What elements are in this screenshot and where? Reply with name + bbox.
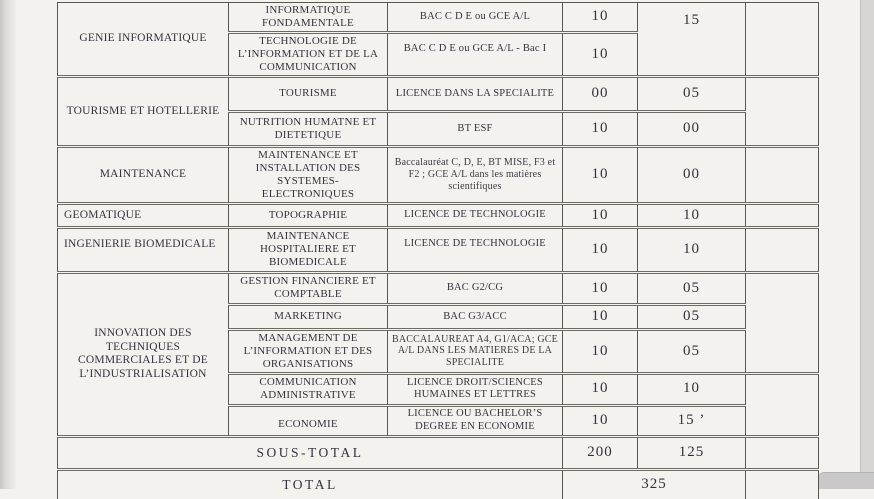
specialite-cell: MAINTENANCE HOSPITALIERE ET BIOMEDICALE bbox=[229, 227, 388, 272]
value2-cell: 10 bbox=[638, 203, 746, 227]
table-row bbox=[58, 203, 819, 227]
diplome-cell: LICENCE DE TECHNOLOGIE bbox=[388, 227, 563, 272]
value1-cell: 10 bbox=[563, 111, 638, 146]
value1-cell: 10 bbox=[563, 227, 638, 272]
value1-cell: 10 bbox=[563, 146, 638, 203]
value1-cell: 10 bbox=[563, 373, 638, 405]
specialite-cell: TOURISME bbox=[229, 76, 388, 111]
empty-cell bbox=[746, 227, 819, 272]
value2-cell: 00 bbox=[638, 146, 746, 203]
filiere-cell: GENIE INFORMATIQUE bbox=[58, 3, 229, 77]
value1-cell: 10 bbox=[563, 304, 638, 329]
filiere-cell: INNOVATION DES TECHNIQUES COMMERCIALES ET DE L’INDUSTRIALISATION bbox=[58, 272, 229, 436]
scan-corner-box bbox=[818, 472, 874, 489]
diplome-cell: LICENCE DE TECHNOLOGIE bbox=[388, 203, 563, 227]
empty-cell bbox=[746, 3, 819, 77]
value2-cell: 05 bbox=[638, 272, 746, 304]
specialite-cell: INFORMATIQUE FONDAMENTALE bbox=[229, 3, 388, 33]
table-row bbox=[58, 3, 819, 33]
diplome-cell: BAC C D E ou GCE A/L bbox=[388, 3, 563, 33]
filiere-cell: GEOMATIQUE bbox=[58, 203, 229, 227]
sous-total-label: SOUS-TOTAL bbox=[58, 436, 563, 469]
value2-cell: 10 bbox=[638, 227, 746, 272]
table-row bbox=[58, 146, 819, 203]
empty-cell bbox=[746, 436, 819, 469]
table-row bbox=[58, 227, 819, 272]
specialite-cell: COMMUNICATION ADMINISTRATIVE bbox=[229, 373, 388, 405]
diplome-cell: LICENCE DROIT/SCIENCES HUMAINES ET LETTRES bbox=[388, 373, 563, 405]
filiere-cell: MAINTENANCE bbox=[58, 146, 229, 203]
empty-cell bbox=[746, 272, 819, 373]
empty-cell bbox=[746, 469, 819, 499]
diplome-cell: LICENCE DANS LA SPECIALITE bbox=[388, 76, 563, 111]
empty-cell bbox=[746, 203, 819, 227]
value1-cell: 10 bbox=[563, 405, 638, 436]
value2-cell: 15 ’ bbox=[638, 405, 746, 436]
value1-cell: 10 bbox=[563, 329, 638, 373]
filiere-cell: INGENIERIE BIOMEDICALE bbox=[58, 227, 229, 272]
value2-cell: 15 bbox=[638, 3, 746, 77]
diplome-cell: BAC G3/ACC bbox=[388, 304, 563, 329]
table-row bbox=[58, 76, 819, 111]
value1-cell: 10 bbox=[563, 272, 638, 304]
specialite-cell: MAINTENANCE ET INSTALLATION DES SYSTEMES- ELECTRONIQUES bbox=[229, 146, 388, 203]
value1-cell: 10 bbox=[563, 3, 638, 33]
specialite-cell: ECONOMIE bbox=[229, 405, 388, 436]
scan-left-edge bbox=[0, 0, 16, 489]
diplome-cell: BACCALAUREAT A4, G1/ACA; GCE A/L DANS LES MATIERES DE LA SPECIALITE bbox=[388, 329, 563, 373]
empty-cell bbox=[746, 373, 819, 436]
diplome-cell: BAC C D E ou GCE A/L - Bac I bbox=[388, 33, 563, 77]
value2-cell: 10 bbox=[638, 373, 746, 405]
specialite-cell: TECHNOLOGIE DE L’INFORMATION ET DE LA COMMUNICATION bbox=[229, 33, 388, 77]
specialite-cell: NUTRITION HUMATNE ET DIETETIQUE bbox=[229, 111, 388, 146]
specialite-cell: GESTION FINANCIERE ET COMPTABLE bbox=[229, 272, 388, 304]
value1-cell: 10 bbox=[563, 33, 638, 77]
sous-total-row bbox=[58, 436, 819, 469]
specialite-cell: TOPOGRAPHIE bbox=[229, 203, 388, 227]
sous-total-value2: 125 bbox=[638, 436, 746, 469]
empty-cell bbox=[746, 76, 819, 146]
empty-cell bbox=[746, 146, 819, 203]
filiere-cell: TOURISME ET HOTELLERIE bbox=[58, 76, 229, 146]
total-value: 325 bbox=[563, 469, 746, 499]
total-label: TOTAL bbox=[58, 469, 563, 499]
value1-cell: 00 bbox=[563, 76, 638, 111]
specialite-cell: MARKETING bbox=[229, 304, 388, 329]
admission-table bbox=[57, 2, 819, 499]
sous-total-value1: 200 bbox=[563, 436, 638, 469]
value2-cell: 05 bbox=[638, 76, 746, 111]
diplome-cell: Baccalauréat C, D, E, BT MISE, F3 et F2 ; GCE A/L dans les matières scientifiques bbox=[388, 146, 563, 203]
diplome-cell: LICENCE OU BACHELOR’S DEGREE EN ECONOMIE bbox=[388, 405, 563, 436]
specialite-cell: MANAGEMENT DE L’INFORMATION ET DES ORGANISATIONS bbox=[229, 329, 388, 373]
scan-right-strip bbox=[860, 0, 874, 489]
total-row bbox=[58, 469, 819, 499]
diplome-cell: BAC G2/CG bbox=[388, 272, 563, 304]
value2-cell: 05 bbox=[638, 304, 746, 329]
value1-cell: 10 bbox=[563, 203, 638, 227]
table-row bbox=[58, 272, 819, 304]
diplome-cell: BT ESF bbox=[388, 111, 563, 146]
value2-cell: 05 bbox=[638, 329, 746, 373]
value2-cell: 00 bbox=[638, 111, 746, 146]
